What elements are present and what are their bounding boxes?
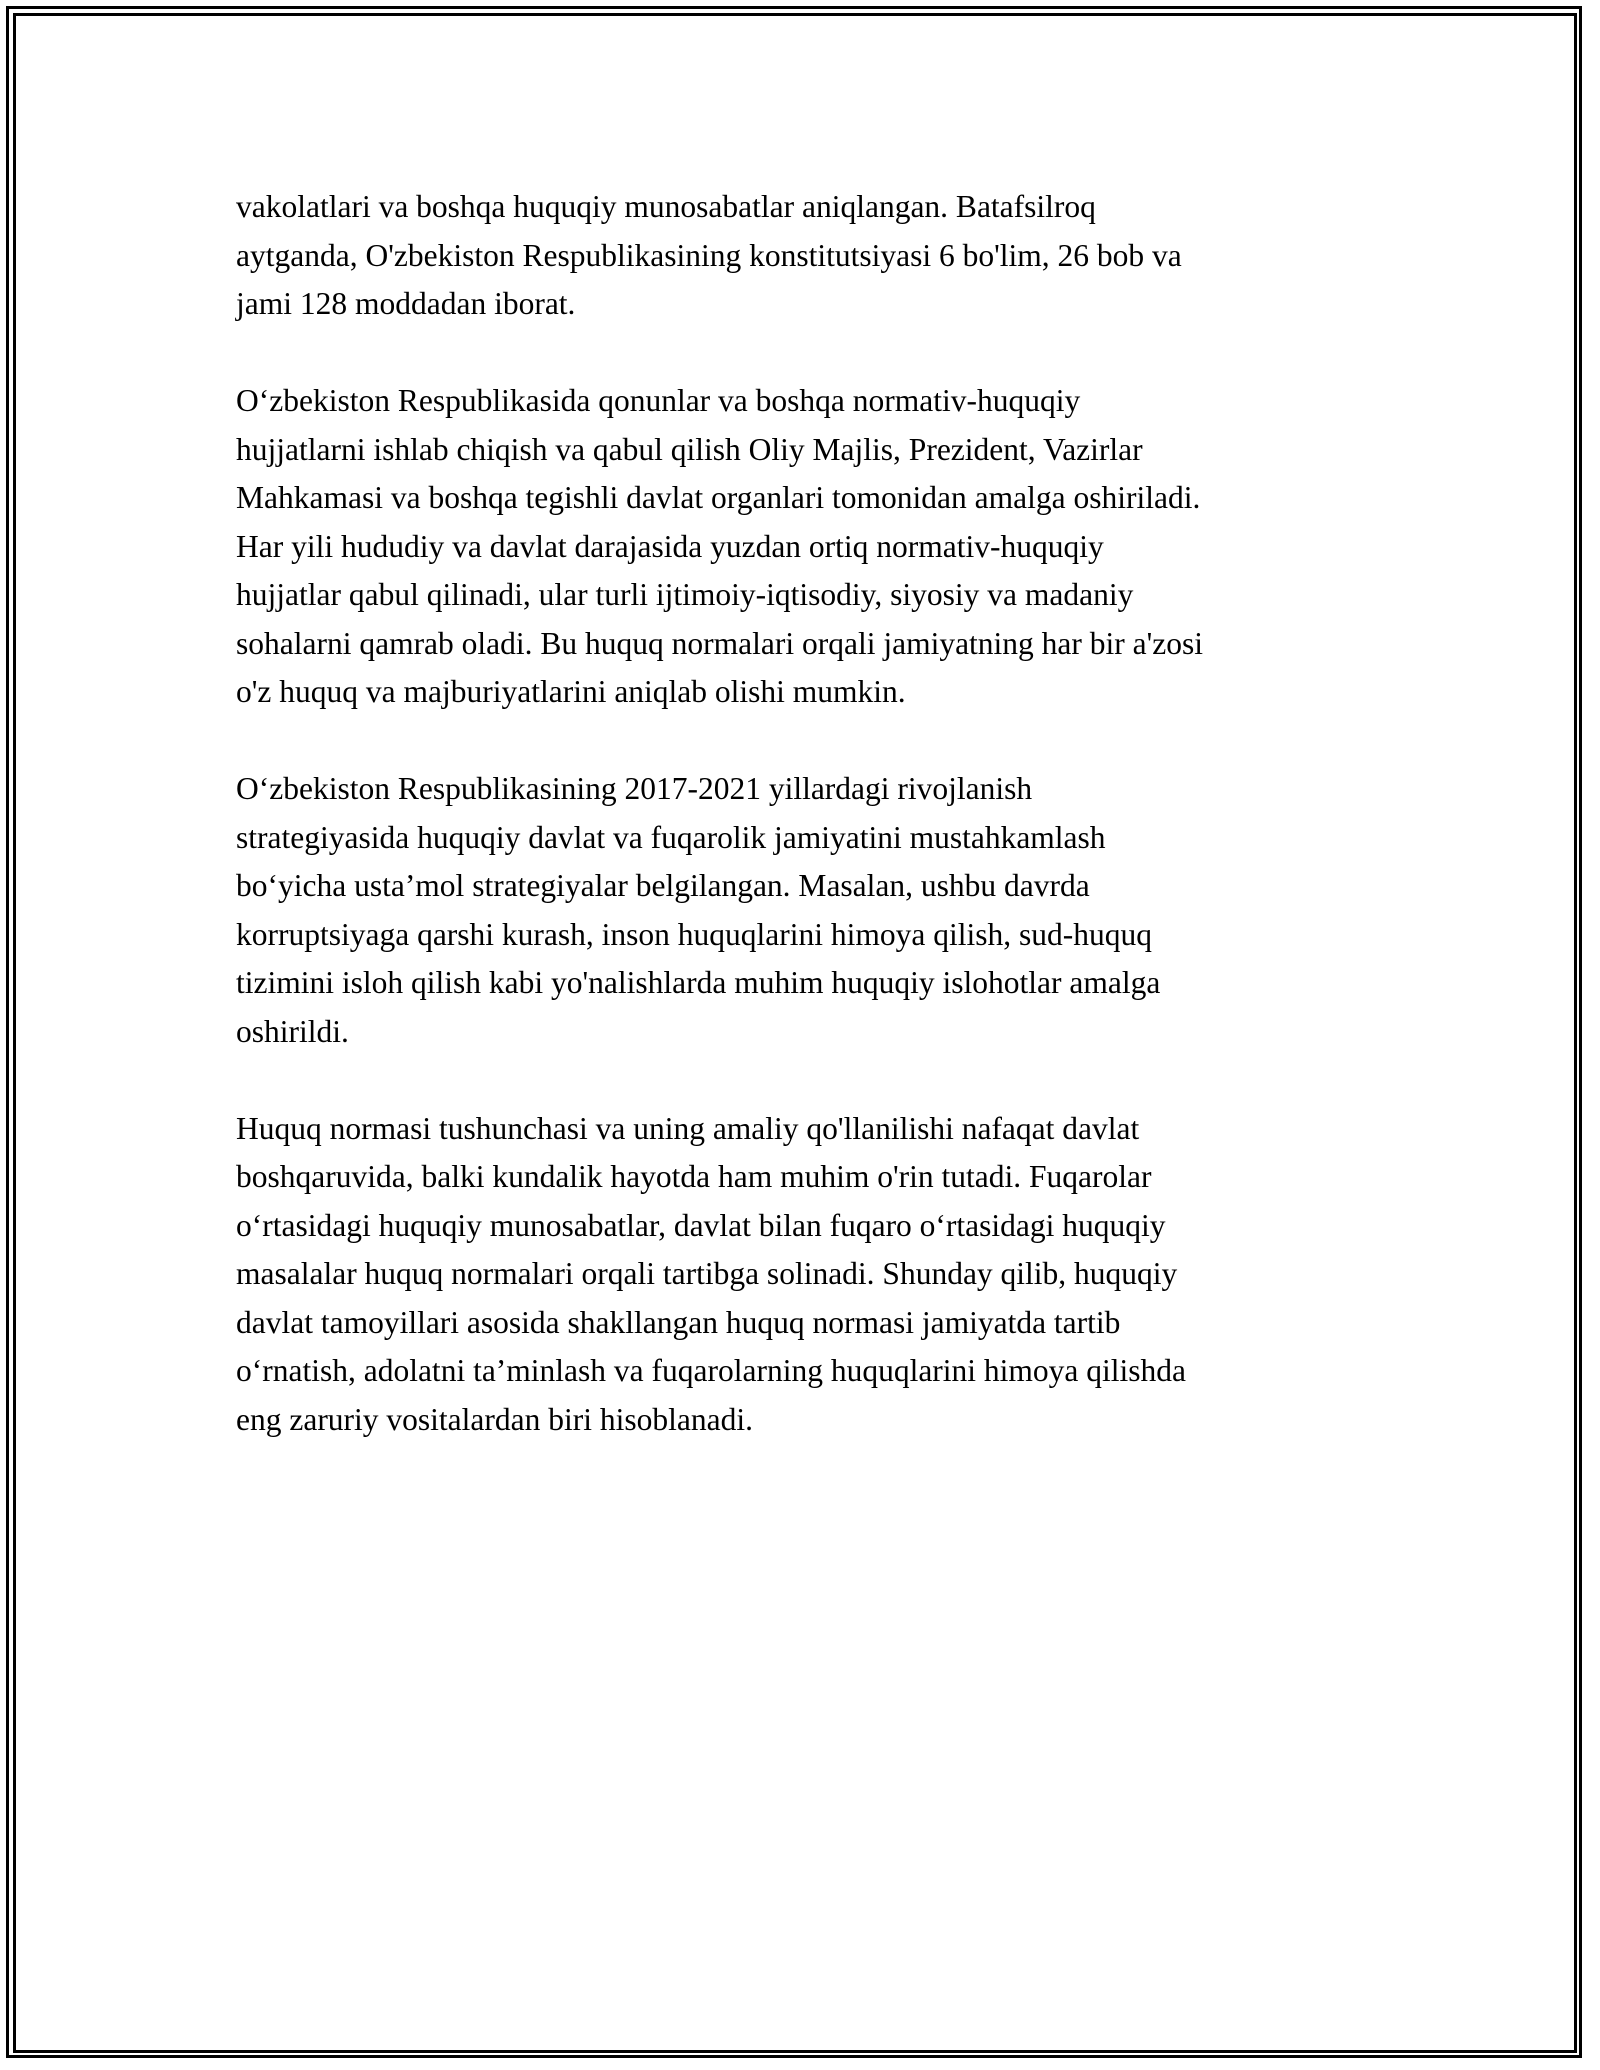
text-line: Har yili hududiy va davlat darajasida yuzdan ortiq normativ-huquqiy	[236, 528, 1104, 564]
text-line: o‘rnatish, adolatni ta’minlash va fuqarolarning huquqlarini himoya qilishda	[236, 1353, 1187, 1388]
text-line: Mahkamasi va boshqa tegishli davlat organlari tomonidan amalga oshiriladi.	[236, 480, 1201, 515]
text-line: hujjatlarni ishlab chiqish va qabul qilish Oliy Majlis, Prezident, Vazirlar	[236, 431, 1143, 467]
text-line: davlat tamoyillari asosida shakllangan huquq normasi jamiyatda tartib	[236, 1304, 1121, 1340]
paragraph	[236, 1105, 1376, 1445]
text-line: aytganda, O'zbekiston Respublikasining konstitutsiyasi 6 bo'lim, 26 bob va	[236, 237, 1182, 273]
text-line: masalalar huquq normalari orqali tartibga solinadi. Shunday qilib, huquqiy	[236, 1256, 1178, 1291]
text-line: oshirildi.	[236, 1013, 349, 1049]
text-line: sohalarni qamrab oladi. Bu huquq normalari orqali jamiyatning har bir a'zosi	[236, 625, 1204, 661]
paragraph	[236, 183, 1376, 329]
text-line: o‘rtasidagi huquqiy munosabatlar, davlat bilan fuqaro o‘rtasidagi huquqiy	[236, 1207, 1166, 1243]
text-line: tizimini isloh qilish kabi yo'nalishlarda muhim huquqiy islohotlar amalga	[236, 965, 1161, 1000]
paragraph	[236, 377, 1376, 717]
text-line: Huquq normasi tushunchasi va uning amaliy qo'llanilishi nafaqat davlat	[236, 1110, 1140, 1146]
text-line: O‘zbekiston Respublikasida qonunlar va boshqa normativ-huquqiy	[236, 383, 1081, 418]
text-line: boshqaruvida, balki kundalik hayotda ham muhim o'rin tutadi. Fuqarolar	[236, 1159, 1152, 1194]
text-line: o'z huquq va majburiyatlarini aniqlab olishi mumkin.	[236, 674, 906, 709]
text-line: bo‘yicha usta’mol strategiyalar belgilangan. Masalan, ushbu davrda	[236, 868, 1090, 903]
text-line: hujjatlar qabul qilinadi, ular turli ijtimoiy-iqtisodiy, siyosiy va madaniy	[236, 577, 1134, 612]
text-line: eng zaruriy vositalardan biri hisoblanadi.	[236, 1401, 753, 1437]
text-line: strategiyasida huquqiy davlat va fuqarolik jamiyatini mustahkamlash	[236, 819, 1106, 855]
text-line: vakolatlari va boshqa huquqiy munosabatlar aniqlangan. Batafsilroq	[236, 189, 1096, 224]
document-body	[236, 183, 1376, 1493]
text-line: jami 128 moddadan iborat.	[236, 286, 576, 321]
text-line: korruptsiyaga qarshi kurash, inson huquqlarini himoya qilish, sud-huquq	[236, 916, 1153, 952]
paragraph	[236, 765, 1376, 1056]
text-line: O‘zbekiston Respublikasining 2017-2021 yillardagi rivojlanish	[236, 771, 1033, 806]
